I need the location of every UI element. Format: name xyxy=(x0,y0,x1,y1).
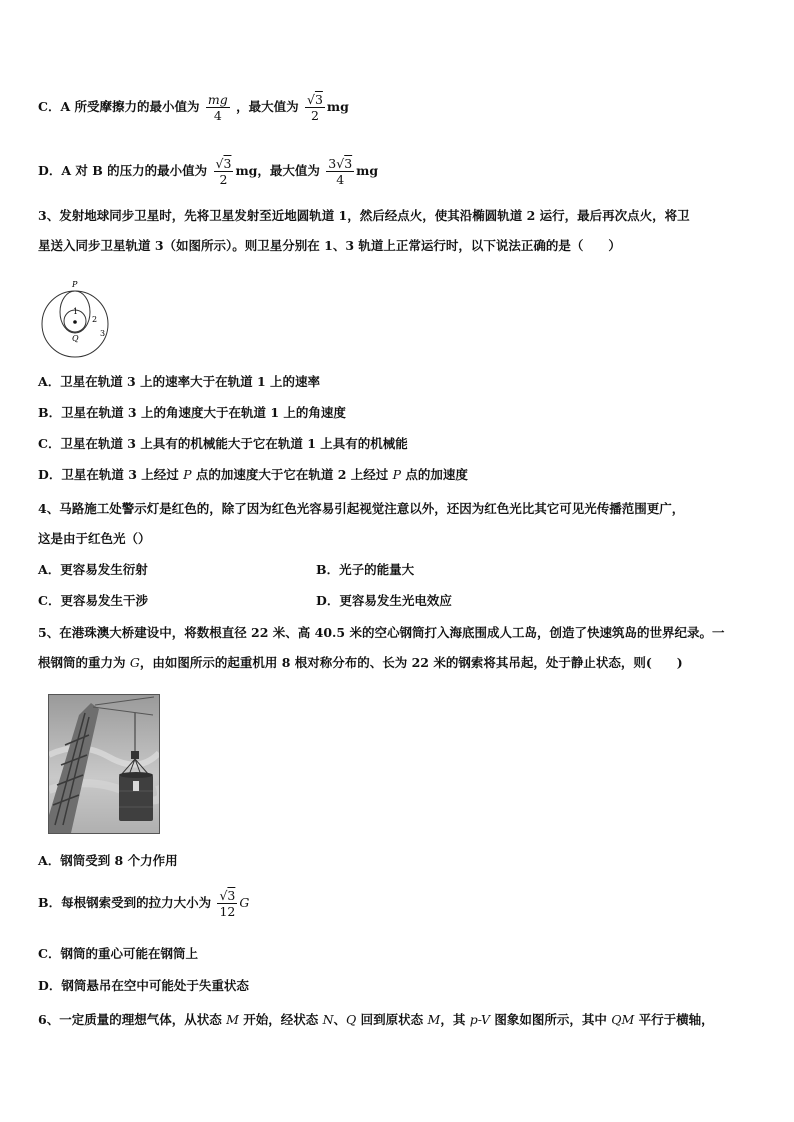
q5-option-a: A．钢筒受到 8 个力作用 xyxy=(38,853,178,868)
fraction-sqrt3-over-2: $\frac{√3}{2}$ xyxy=(306,92,323,123)
q3-option-a: A．卫星在轨道 3 上的速率大于在轨道 1 上的速率 xyxy=(38,374,321,389)
q3-stem-line2: 星送入同步卫星轨道 3（如图所示）。则卫星分别在 1、3 轨道上正常运行时，以下说法正确的是（ ） xyxy=(38,238,621,253)
q4-option-d: D．更容易发生光电效应 xyxy=(316,593,452,608)
earth-dot xyxy=(73,320,77,324)
fraction-sqrt3-over-2: $\frac{√3}{2}$ xyxy=(215,156,232,187)
q3-option-b: B．卫星在轨道 3 上的角速度大于在轨道 1 上的角速度 xyxy=(38,405,346,420)
fraction-mg-over-4: $\frac{mg}{4}$ xyxy=(207,92,228,123)
q4-option-a: A．更容易发生衍射 xyxy=(38,562,148,577)
q4-option-b: B．光子的能量大 xyxy=(316,562,415,577)
label-1: 1 xyxy=(73,307,79,316)
label-p: P xyxy=(72,280,78,289)
q3-stem-line1: 3、发射地球同步卫星时，先将卫星发射至近地圆轨道 1，然后经点火，使其沿椭圆轨道 2 运行，最后再次点火，将卫 xyxy=(38,208,690,223)
crane-photo xyxy=(48,694,160,834)
q4-stem-line2: 这是由于红色光（） xyxy=(38,531,151,546)
q2-option-c: C．A 所受摩擦力的最小值为 $\frac{mg}{4}$ ，最大值为 $\frac{√3}{2}$ mg xyxy=(38,92,349,123)
label-2: 2 xyxy=(92,315,98,324)
q4-option-c: C．更容易发生干涉 xyxy=(38,593,148,608)
q3-option-d: D．卫星在轨道 3 上经过 P 点的加速度大于它在轨道 2 上经过 P 点的加速度 xyxy=(38,467,468,482)
q5-option-d: D．钢筒悬吊在空中可能处于失重状态 xyxy=(38,978,249,993)
orbit-3 xyxy=(42,291,108,357)
fraction-sqrt3-over-12: $\frac{√3}{12}$ xyxy=(219,888,236,919)
q5-option-c: C．钢筒的重心可能在钢筒上 xyxy=(38,946,198,961)
label-3: 3 xyxy=(100,329,106,338)
q3-option-c: C．卫星在轨道 3 上具有的机械能大于它在轨道 1 上具有的机械能 xyxy=(38,436,408,451)
q5-stem-line2: 根钢筒的重力为 G，由如图所示的起重机用 8 根对称分布的、长为 22 米的钢索将其吊起，处于静止状态，则( ) xyxy=(38,655,683,670)
q5-stem-line1: 5、在港珠澳大桥建设中，将数根直径 22 米、高 40.5 米的空心钢筒打入海底围成人工岛，创造了快速筑岛的世界纪录。一 xyxy=(38,625,725,640)
fraction-3sqrt3-over-4: $\frac{3√3}{4}$ xyxy=(328,156,353,187)
label-q: Q xyxy=(72,334,79,343)
crane-illustration xyxy=(49,695,159,833)
orbit-diagram xyxy=(38,276,118,360)
q5-option-b: B．每根钢索受到的拉力大小为 $\frac{√3}{12}$ G xyxy=(38,888,250,919)
q2-option-d: D．A 对 B 的压力的最小值为 $\frac{√3}{2}$ mg，最大值为 $\frac{3√3}{4}$ mg xyxy=(38,156,379,187)
q4-stem-line1: 4、马路施工处警示灯是红色的，除了因为红色光容易引起视觉注意以外，还因为红色光比其它可见光传播范围更广， xyxy=(38,501,685,516)
q6-stem-line1: 6、一定质量的理想气体，从状态 M 开始，经状态 N、Q 回到原状态 M，其 p-V 图象如图所示，其中 QM 平行于横轴， xyxy=(38,1012,714,1027)
